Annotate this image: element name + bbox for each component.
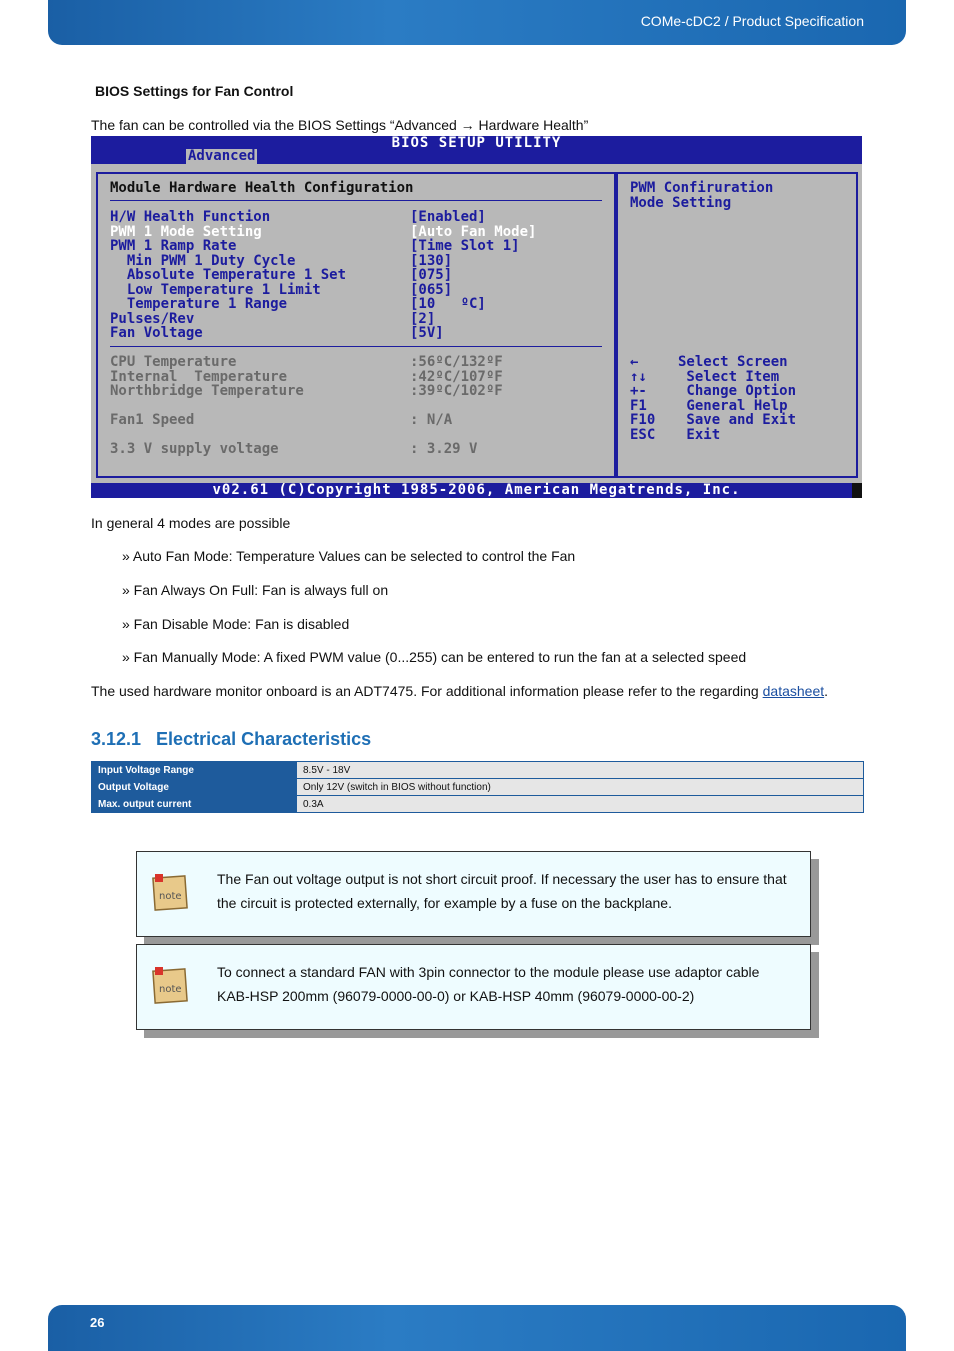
table-key: Input Voltage Range — [92, 762, 297, 779]
bios-reading-value: : 3.29 V — [410, 441, 478, 457]
bios-setting-value: [Time Slot 1] — [410, 238, 520, 254]
note-box — [136, 944, 811, 1030]
table-value: 8.5V - 18V — [297, 762, 864, 779]
note-icon — [151, 872, 189, 912]
bios-setting-value: [075] — [410, 267, 453, 283]
bios-reading-value: :42ºC/107ºF — [410, 368, 503, 385]
bios-reading-label: CPU Temperature — [110, 354, 237, 370]
table-key: Output Voltage — [92, 779, 297, 796]
footer-bar — [48, 1305, 906, 1351]
bios-key-desc: Change Option — [678, 383, 797, 399]
table-row — [92, 779, 864, 796]
bios-setting-label: PWM 1 Mode Setting — [110, 223, 262, 240]
header-bar — [48, 0, 906, 45]
table-row — [92, 762, 864, 779]
bios-key-desc: Exit — [678, 426, 721, 443]
bios-title: BIOS SETUP UTILITY — [391, 135, 562, 151]
bios-help-text: PWM Confiruration — [630, 180, 774, 196]
bios-reading-label: Internal Temperature — [110, 368, 288, 385]
bios-panel-title: Module Hardware Health Configuration — [110, 180, 414, 196]
table-value: 0.3A — [297, 796, 864, 813]
bios-reading-value: :56ºC/132ºF — [410, 354, 503, 370]
bios-reading-value: : N/A — [410, 412, 453, 428]
bios-tab-advanced: Advanced — [188, 148, 256, 164]
bios-setting-value: [065] — [410, 281, 453, 298]
monitor-end: . — [824, 683, 829, 699]
table-row — [92, 796, 864, 813]
bios-setting-label: Temperature 1 Range — [110, 296, 288, 312]
bios-setting-label: Min PWM 1 Duty Cycle — [110, 252, 296, 269]
bios-key: +- — [630, 383, 647, 399]
page-number: 26 — [90, 1315, 105, 1330]
bios-key: ESC — [630, 426, 656, 443]
bios-reading-value: :39ºC/102ºF — [410, 383, 503, 399]
bios-copyright: v02.61 (C)Copyright 1985-2006, American Megatrends, Inc. — [91, 483, 862, 498]
bios-reading-label: 3.3 V supply voltage — [110, 441, 279, 457]
bios-reading-label: Fan1 Speed — [110, 412, 195, 428]
note-text: The Fan out voltage output is not short circuit proof. If necessary the user has to ensure that the circuit is protected externally, for example by a fuse on the backplane. — [217, 871, 787, 911]
note-icon-label: note — [159, 891, 182, 902]
electrical-table — [91, 761, 864, 813]
bios-key-desc: Select Item — [678, 368, 780, 385]
bios-cursor — [852, 483, 862, 498]
note-icon — [151, 965, 189, 1005]
bios-help-text: Mode Setting — [630, 194, 732, 211]
mode-item: » Fan Always On Full: Fan is always full on — [122, 582, 389, 598]
bios-screenshot — [91, 136, 862, 498]
bios-key: F10 — [630, 412, 656, 428]
table-value: Only 12V (switch in BIOS without function) — [297, 779, 864, 796]
mode-item: » Fan Manually Mode: A fixed PWM value (0...255) can be entered to run the fan at a selected speed — [122, 649, 747, 665]
note-icon-label: note — [159, 984, 182, 995]
mode-item: » Auto Fan Mode: Temperature Values can be selected to control the Fan — [122, 548, 576, 564]
bios-reading-label: Northbridge Temperature — [110, 383, 304, 399]
modes-intro: In general 4 modes are possible — [91, 515, 291, 531]
bios-divider — [110, 346, 602, 347]
table-key: Max. output current — [92, 796, 297, 813]
monitor-text: The used hardware monitor onboard is an ADT7475. For additional information please refer to the regarding — [91, 683, 763, 699]
bios-key: ← — [630, 354, 639, 370]
bios-setting-label: Pulses/Rev — [110, 310, 195, 327]
bios-setting-value: [10 ºC] — [410, 296, 486, 312]
bios-setting-label: Fan Voltage — [110, 325, 203, 341]
monitor-paragraph — [91, 683, 828, 699]
bios-main-panel — [96, 172, 616, 478]
bios-setting-value: [Enabled] — [410, 209, 486, 225]
bios-key: ↑↓ — [630, 368, 647, 385]
bios-title-bar — [91, 136, 862, 164]
bios-setting-label: H/W Health Function — [110, 209, 271, 225]
document-title: COMe-cDC2 / Product Specification — [640, 13, 864, 29]
datasheet-link[interactable]: datasheet — [762, 683, 825, 699]
bios-key: F1 — [630, 397, 647, 414]
note-box — [136, 851, 811, 937]
section-heading: BIOS Settings for Fan Control — [95, 83, 294, 99]
bios-key-desc: General Help — [678, 397, 788, 414]
intro-text: The fan can be controlled via the BIOS Settings “Advanced → Hardware Health” — [91, 117, 589, 133]
bios-key-desc: Select Screen — [678, 354, 788, 370]
bios-setting-label: Absolute Temperature 1 Set — [110, 267, 347, 283]
bios-divider — [110, 200, 602, 201]
bios-setting-label: Low Temperature 1 Limit — [110, 281, 321, 298]
bios-help-panel — [616, 172, 858, 478]
note-text: To connect a standard FAN with 3pin connector to the module please use adaptor cable KAB-HSP 200mm (96079-0000-00-0) or KAB-HSP 40mm (96079-0000-00-2) — [217, 964, 760, 1004]
bios-setting-value: [2] — [410, 310, 436, 327]
electrical-heading: 3.12.1 Electrical Characteristics — [91, 729, 372, 749]
bios-setting-value: [5V] — [410, 325, 444, 341]
bios-key-desc: Save and Exit — [678, 412, 797, 428]
mode-item: » Fan Disable Mode: Fan is disabled — [122, 616, 350, 632]
bios-setting-value: [130] — [410, 252, 453, 269]
bios-setting-value: [Auto Fan Mode] — [410, 223, 537, 240]
bios-setting-label: PWM 1 Ramp Rate — [110, 238, 237, 254]
